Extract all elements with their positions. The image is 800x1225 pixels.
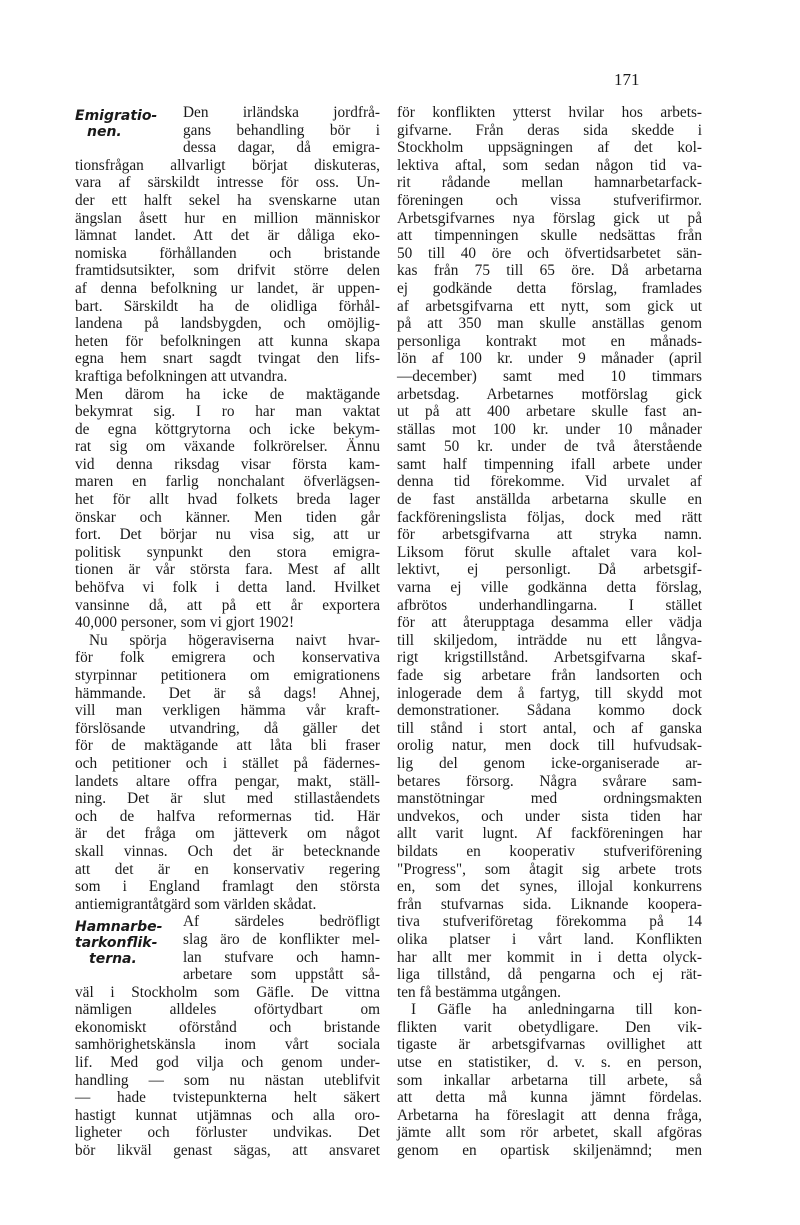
- sidenote-line: nen.: [87, 124, 122, 140]
- text-line: ten få bestämma utgången.: [397, 983, 561, 1001]
- sidenote-line: Hamnarbe-: [75, 919, 163, 936]
- text-line: föreningen och vissa stufverifirmor.: [397, 191, 702, 209]
- text-line: till skiljedom, inträdde nu ett långva-: [397, 631, 702, 649]
- text-line: landets altare offra pengar, makt, ställ-: [75, 772, 380, 790]
- text-line: slag äro de konflikter mel-: [183, 930, 380, 948]
- text-line: het för allt hvad folkets breda lager: [75, 491, 380, 509]
- text-line: Stockholm uppsägningen af det kol-: [397, 139, 702, 157]
- text-line: för arbetsgifvarna att stryka namn.: [397, 526, 702, 544]
- text-line: tigaste är arbetsgifvarnas ovillighet att: [397, 1036, 702, 1054]
- text-line: orolig natur, men dock till hufvudsak-: [397, 737, 702, 755]
- text-line: kas från 75 till 65 öre. Då arbetarna: [397, 262, 702, 280]
- text-line: de fast anställda arbetarna skulle en: [397, 491, 702, 509]
- text-line: ängslan åsett hur en million människor: [75, 209, 380, 227]
- text-line: allt varit lugnt. Af fackföreningen har: [397, 825, 702, 843]
- text-line: maren en farlig nonchalant öfverlägsen-: [75, 473, 380, 491]
- text-line: lektivt, ej personligt. Då arbetsgif-: [397, 561, 702, 579]
- text-line: arbetsdag. Arbetarnes motförslag gick: [397, 385, 702, 403]
- text-line: lön af 100 kr. under 9 månader (april: [397, 350, 702, 368]
- text-line: personliga kontrakt mot en månads-: [397, 332, 702, 350]
- text-line: samt 50 kr. under de två återstående: [397, 438, 702, 456]
- text-line: lektiva aftal, som sedan någon tid va-: [397, 156, 702, 174]
- text-line: och de halfva reformernas tid. Här: [75, 807, 380, 825]
- text-line: liga tillstånd, då pengarna och ej rät-: [397, 966, 702, 984]
- text-line: dessa dagar, då emigra-: [183, 139, 380, 157]
- text-line: flikten varit obetydligare. Den vik-: [397, 1018, 702, 1036]
- text-line: tionen är vår största fara. Mest af allt: [75, 561, 380, 579]
- text-line: nomiska förhållanden och bristande: [75, 244, 380, 262]
- text-line: manstötningar med ordningsmakten: [397, 790, 702, 808]
- text-line: samt half timpenning ifall arbete under: [397, 455, 702, 473]
- sidenote-line: terna.: [89, 951, 137, 968]
- text-line: af arbetsgifvarna ett nytt, som gick ut: [397, 297, 702, 315]
- text-line: ning. Det är slut med stillaståendets: [75, 790, 380, 808]
- text-line: bekymrat sig. I ro har man vaktat: [75, 403, 380, 421]
- text-line: undvekos, och under sista tiden har: [397, 807, 702, 825]
- emigration-paragraph: [75, 157, 380, 914]
- text-line: för de maktägande att låta bli fraser: [75, 737, 380, 755]
- sidenote-hamnarbetarkonflikterna: [75, 919, 175, 967]
- text-line: önskar och känner. Men tiden går: [75, 508, 380, 526]
- text-line: egna hem snart sagdt tvingat den lifs-: [75, 350, 380, 368]
- text-line: vara af särskildt intresse för oss. Un-: [75, 174, 380, 192]
- text-line: som inkallar arbetarna till arbete, så: [397, 1071, 702, 1089]
- text-line: nämligen alldeles oförtydbart om: [75, 1001, 380, 1019]
- text-line: ut på att 400 arbetare skulle fast an-: [397, 403, 702, 421]
- text-line: 50 till 40 öre och öfvertidsarbetet sän-: [397, 244, 702, 262]
- text-line: jämte allt som rör arbetet, skall afgöras: [397, 1124, 702, 1142]
- hamnarbetar-section-start: [75, 913, 380, 983]
- text-line: genom en opartisk skiljenämnd; men: [397, 1142, 702, 1160]
- text-line: olika platser i vårt land. Konflikten: [397, 930, 702, 948]
- hamnarbetar-paragraph: [75, 984, 380, 1160]
- text-line: Arbetarna ha föreslagit att denna fråga,: [397, 1106, 702, 1124]
- text-line: på att 350 man skulle anställas genom: [397, 315, 702, 333]
- text-line: bör likväl genast sägas, att ansvaret: [75, 1142, 380, 1160]
- text-line: behöfva vi folk i detta land. Hvilket: [75, 579, 380, 597]
- text-line: I Gäfle ha anledningarna till kon-: [411, 1001, 702, 1019]
- emigration-section-start: [75, 104, 380, 157]
- text-line: kraftiga befolkningen att utvandra.: [75, 367, 288, 385]
- text-line: hämmande. Det är så dags! Ahnej,: [75, 684, 380, 702]
- text-line: af denna befolkning ur landet, är uppen-: [75, 279, 380, 297]
- text-line: samhörighetskänsla inom vårt sociala: [75, 1036, 380, 1054]
- text-line: ekonomiskt oförstånd och bristande: [75, 1018, 380, 1036]
- text-line: betares försorg. Några svårare sam-: [397, 772, 702, 790]
- text-line: för konflikten ytterst hvilar hos arbets-: [397, 104, 702, 121]
- text-line: vansinne då, att på ett år exportera: [75, 596, 380, 614]
- text-line: arbetare som uppstått så-: [183, 966, 380, 984]
- text-line: tiva stufveriföretag förekomma på 14: [397, 913, 702, 931]
- text-line: för att återupptaga desamma eller vädja: [397, 614, 702, 632]
- text-line: bart. Särskildt ha de olidliga förhål-: [75, 297, 380, 315]
- text-line: —december) samt med 10 timmars: [397, 367, 702, 385]
- text-line: lig del genom icke-organiserade ar-: [397, 754, 702, 772]
- text-line: ställas mot 100 kr. under 10 månader: [397, 420, 702, 438]
- text-line: att detta må kunna jämnt fördelas.: [397, 1089, 702, 1107]
- text-line: landena på landsbygden, och omöjlig-: [75, 315, 380, 333]
- text-line: utse en statistiker, d. v. s. en person,: [397, 1054, 702, 1072]
- text-line: vill man verkligen hämma vår kraft-: [75, 702, 380, 720]
- konflikt-paragraphs: [397, 104, 702, 1160]
- text-line: der ett halft sekel ha svenskarne utan: [75, 191, 380, 209]
- text-line: hastigt kunnat utjämnas och alla oro-: [75, 1106, 380, 1124]
- text-line: från stufvarnas sida. Liknande koopera-: [397, 895, 702, 913]
- text-line: har allt mer kommit in i detta olyck-: [397, 948, 702, 966]
- text-line: Liksom förut skulle aftalet vara kol-: [397, 543, 702, 561]
- text-line: tionsfrågan allvarligt börjat diskuteras,: [75, 156, 380, 174]
- text-line: förslösande utvandring, då gäller det: [75, 719, 380, 737]
- text-line: ej godkände detta förslag, framlades: [397, 279, 702, 297]
- text-line: varna ej ville godkänna detta förslag,: [397, 579, 702, 597]
- sidenote-line: Emigratio-: [75, 108, 158, 124]
- text-line: politisk synpunkt den stora emigra-: [75, 543, 380, 561]
- text-line: rit rådande mellan hamnarbetarfack-: [397, 174, 702, 192]
- text-line: att timpenningen skulle nedsättas från: [397, 227, 702, 245]
- text-line: för folk emigrera och konservativa: [75, 649, 380, 667]
- text-line: lan stufvare och hamn-: [183, 948, 380, 966]
- text-line: och petitioner och i stället på fädernes-: [75, 754, 380, 772]
- text-line: Den irländska jordfrå-: [183, 104, 380, 121]
- text-line: lif. Med god vilja och genom under-: [75, 1054, 380, 1072]
- text-line: Af särdeles bedröfligt: [183, 913, 380, 931]
- text-line: demonstrationer. Sådana kommo dock: [397, 702, 702, 720]
- text-line: "Progress", som åtagit sig arbete trots: [397, 860, 702, 878]
- text-line: afbrötos underhandlingarna. I stället: [397, 596, 702, 614]
- sidenote-emigrationen: [75, 108, 175, 140]
- text-line: lämnat landet. Att det är dåliga eko-: [75, 227, 380, 245]
- text-line: Men därom ha icke de maktägande: [75, 385, 380, 403]
- text-line: ligheter och förluster undvikas. Det: [75, 1124, 380, 1142]
- text-line: fackföreningslista följas, dock med rätt: [397, 508, 702, 526]
- text-line: de egna köttgrytorna och icke bekym-: [75, 420, 380, 438]
- text-line: är det fråga om jätteverk om något: [75, 825, 380, 843]
- text-line: rigt krigstillstånd. Arbetsgifvarna skaf-: [397, 649, 702, 667]
- text-line: gifvarne. Från deras sida skedde i: [397, 121, 702, 139]
- text-line: styrpinnar petitionera om emigrationens: [75, 667, 380, 684]
- text-line: — hade tvistepunkterna helt säkert: [75, 1089, 380, 1107]
- text-line: Nu spörja högeraviserna naivt hvar-: [89, 631, 380, 649]
- text-line: antiemigrantåtgärd som världen skådat.: [75, 895, 317, 913]
- text-line: handling — som nu nästan uteblifvit: [75, 1071, 380, 1089]
- text-line: 40,000 personer, som vi gjort 1902!: [75, 614, 295, 632]
- page-number: 171: [614, 70, 640, 89]
- text-line: som i England framlagt den största: [75, 878, 380, 896]
- text-line: skall vinnas. Och det är betecknande: [75, 842, 380, 860]
- text-line: en, som det synes, illojal konkurrens: [397, 878, 702, 896]
- text-line: inlogerade dem å fartyg, till skydd mot: [397, 684, 702, 702]
- text-line: vid denna riksdag visar första kam-: [75, 455, 380, 473]
- text-line: heten för befolkningen att kunna skapa: [75, 332, 380, 350]
- text-line: väl i Stockholm som Gäfle. De vittna: [75, 983, 380, 1001]
- text-line: till stånd i stort antal, och af ganska: [397, 719, 702, 737]
- text-line: att det är en konservativ regering: [75, 860, 380, 878]
- text-line: fade sig arbetare från landsorten och: [397, 667, 702, 684]
- text-line: Arbetsgifvarnes nya förslag gick ut på: [397, 209, 702, 227]
- text-line: denna tid förekomme. Vid urvalet af: [397, 473, 702, 491]
- left-column: [75, 104, 380, 1160]
- text-line: fort. Det börjar nu visa sig, att ur: [75, 526, 380, 544]
- text-line: rat sig om växande folkrörelser. Ännu: [75, 438, 380, 456]
- right-column: [397, 104, 702, 1160]
- text-line: framtidsutsikter, som drifvit större delen: [75, 262, 380, 280]
- text-line: gans behandling bör i: [183, 121, 380, 139]
- sidenote-line: tarkonflik-: [75, 935, 158, 952]
- text-line: bildats en kooperativ stufveriförening: [397, 842, 702, 860]
